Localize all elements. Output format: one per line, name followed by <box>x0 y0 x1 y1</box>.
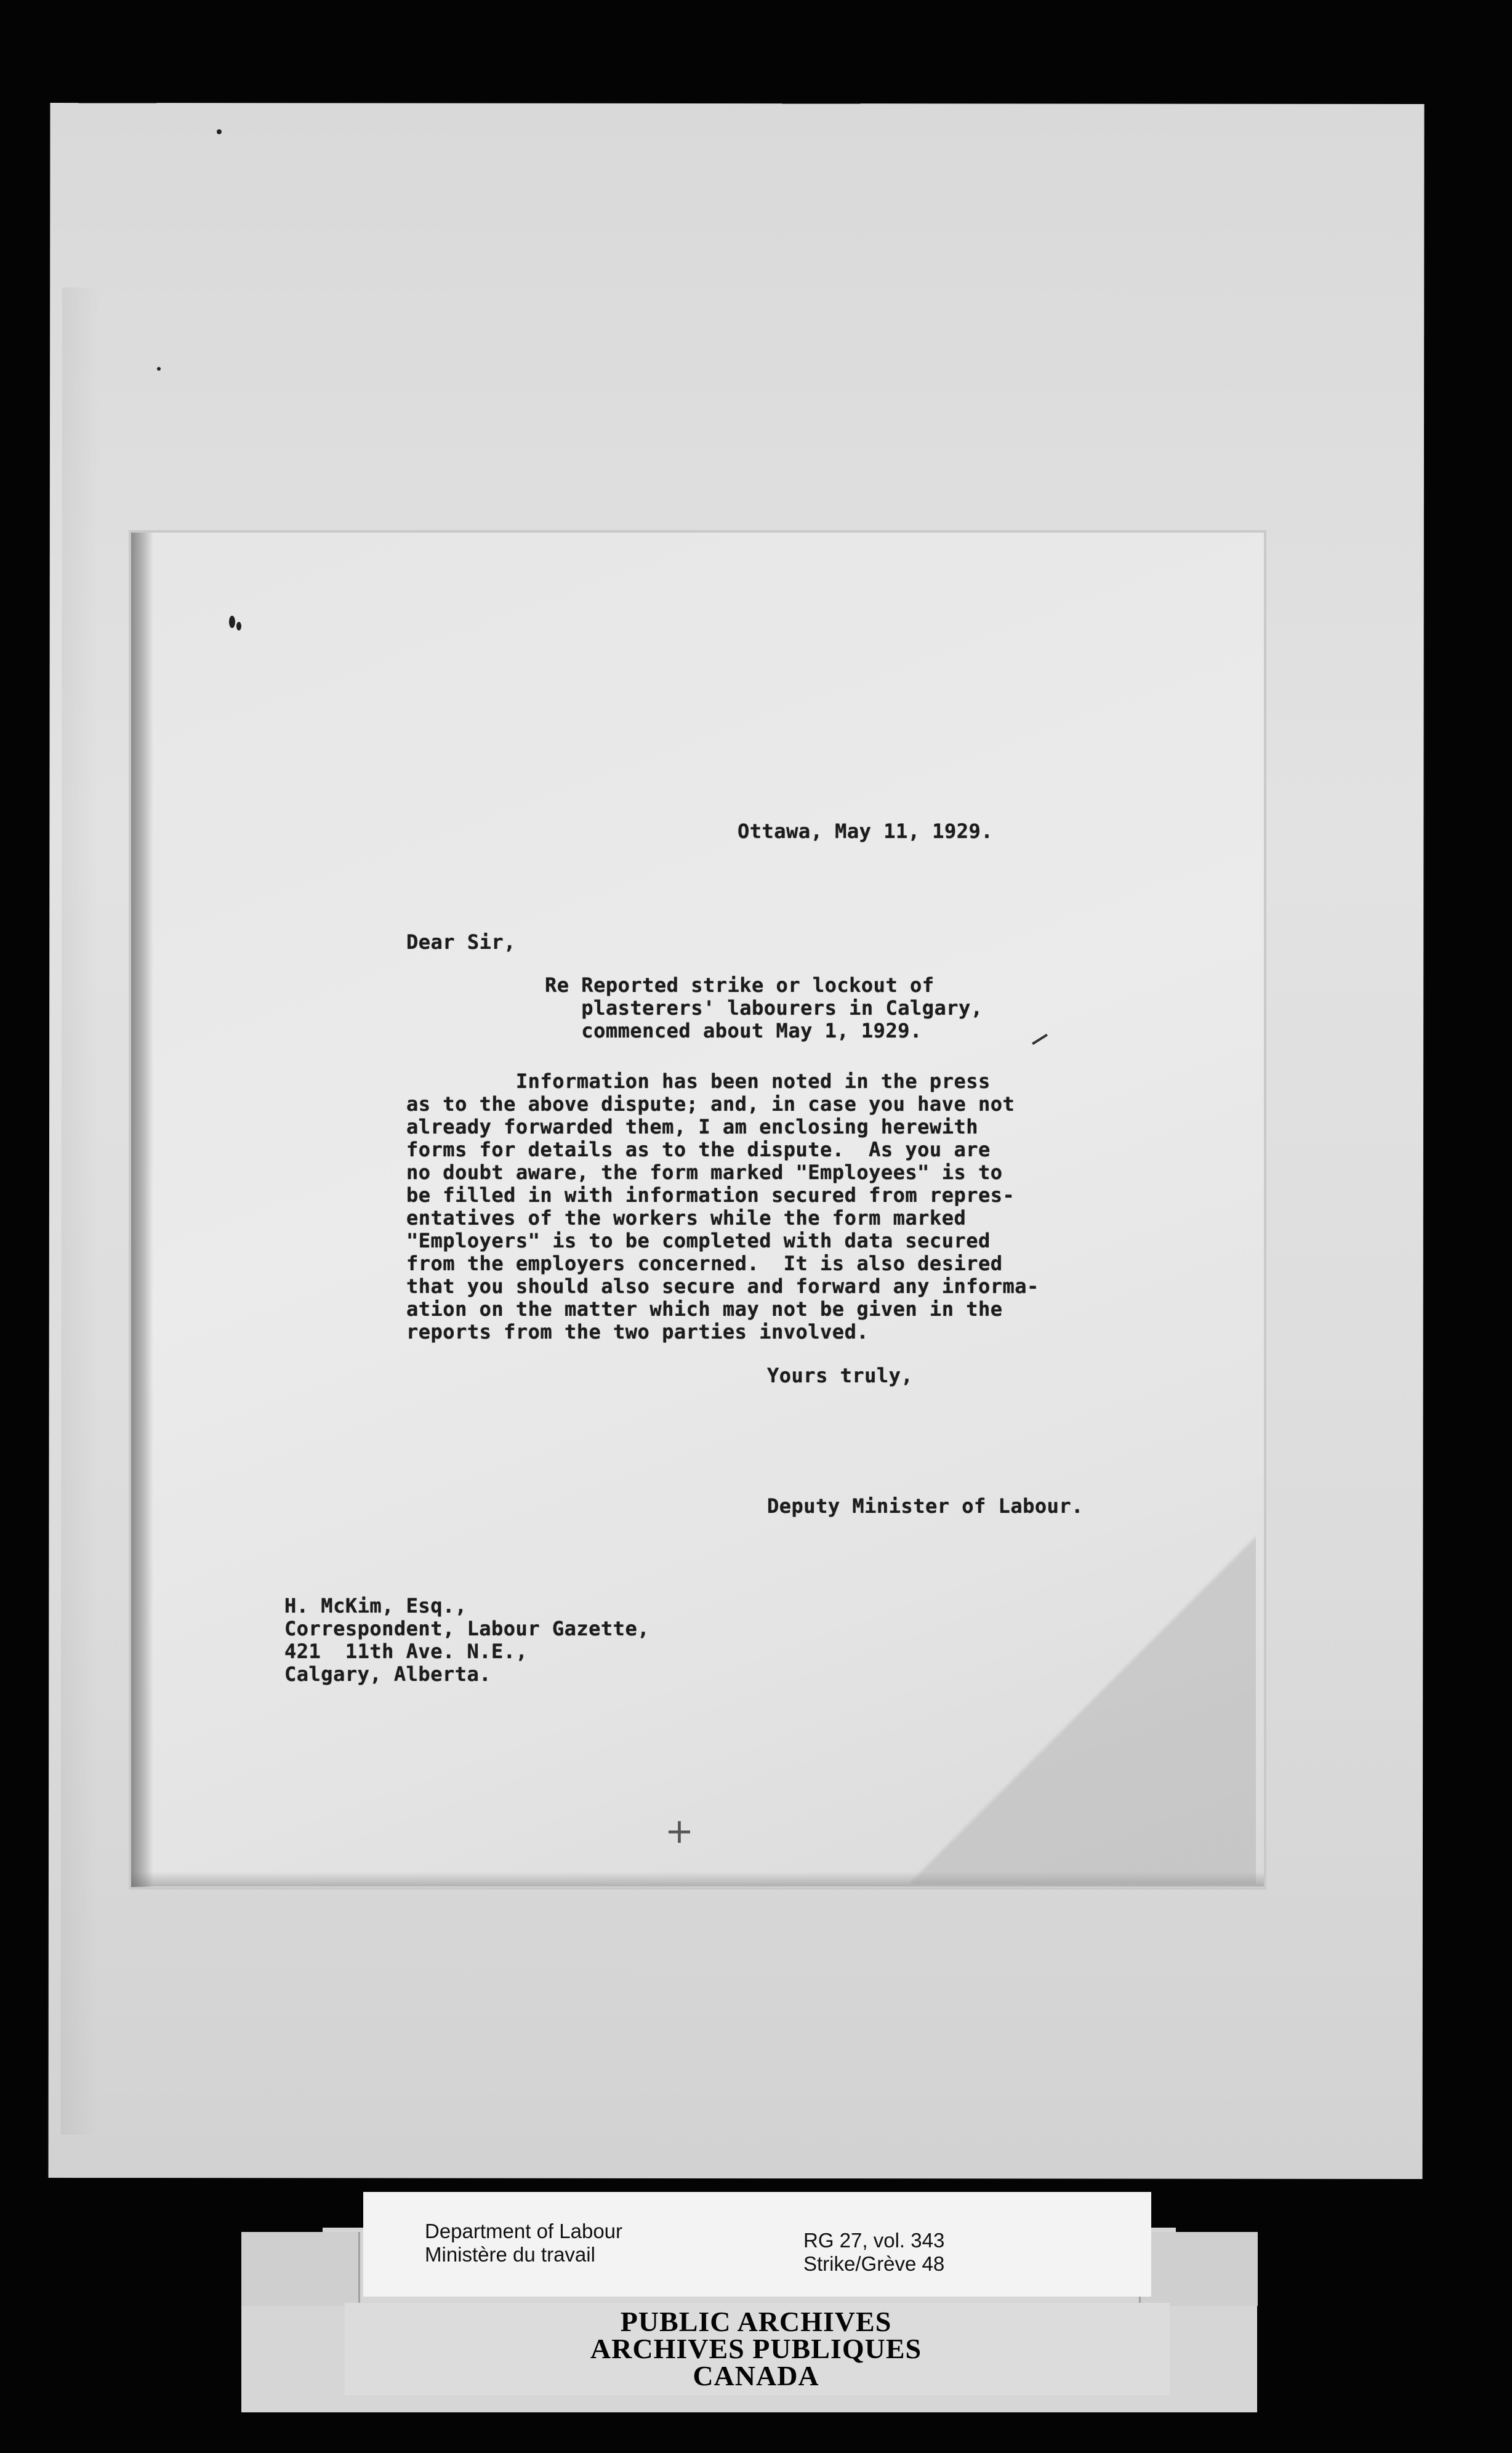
recipient-line: H. McKim, Esq., <box>284 1594 467 1617</box>
letter-closing: Yours truly, <box>767 1364 914 1387</box>
recipient-line: Calgary, Alberta. <box>284 1662 492 1686</box>
ink-speck <box>157 367 161 371</box>
body-line: no doubt aware, the form marked "Employees" is to <box>406 1161 1003 1184</box>
cross-mark-icon: + <box>665 1811 694 1851</box>
reference-strike: Strike/Grève 48 <box>803 2252 945 2275</box>
body-line: entatives of the workers while the form marked <box>406 1206 967 1230</box>
archives-french: ARCHIVES PUBLIQUES <box>590 2333 922 2364</box>
body-line: Information has been noted in the press <box>406 1069 991 1093</box>
ink-speck <box>229 616 235 628</box>
body-line: that you should also secure and forward any informa- <box>406 1275 1039 1298</box>
letter-left-edge <box>131 533 153 1887</box>
ink-speck <box>236 622 241 630</box>
letter-recipient <box>284 1595 649 1686</box>
paper-shadow <box>911 1527 1256 1884</box>
reference-volume: RG 27, vol. 343 <box>803 2229 945 2252</box>
body-line: be filled in with information secured from repres- <box>406 1183 1015 1207</box>
letter-date: Ottawa, May 11, 1929. <box>738 820 994 843</box>
letter-salutation: Dear Sir, <box>406 930 516 954</box>
letter-subject <box>545 974 983 1042</box>
subject-line: Re Reported strike or lockout of <box>545 973 935 997</box>
department-english: Department of Labour <box>425 2220 623 2242</box>
body-line: "Employers" is to be completed with data secured <box>406 1229 991 1252</box>
archives-country: CANADA <box>693 2360 819 2391</box>
subject-line: commenced about May 1, 1929. <box>545 1019 922 1042</box>
body-line: ation on the matter which may not be given in the <box>406 1297 1003 1321</box>
label-tab-right <box>1139 2232 1258 2306</box>
body-line: reports from the two parties involved. <box>406 1320 869 1343</box>
subject-line: plasterers' labourers in Calgary, <box>545 996 983 1020</box>
folder-fold-shadow <box>61 288 100 2135</box>
body-line: as to the above dispute; and, in case you have not <box>406 1092 1015 1116</box>
body-line: from the employers concerned. It is also desired <box>406 1252 1003 1275</box>
recipient-line: 421 11th Ave. N.E., <box>284 1640 528 1663</box>
letter-body <box>406 1070 1039 1343</box>
ink-speck <box>217 129 222 134</box>
letter-signature: Deputy Minister of Labour. <box>767 1494 1084 1518</box>
body-line: forms for details as to the dispute. As you are <box>406 1138 991 1161</box>
department-french: Ministère du travail <box>425 2243 595 2266</box>
body-line: already forwarded them, I am enclosing herewith <box>406 1115 978 1138</box>
archives-english: PUBLIC ARCHIVES <box>620 2306 892 2337</box>
recipient-line: Correspondent, Labour Gazette, <box>284 1617 649 1640</box>
label-tab-left <box>241 2232 360 2306</box>
